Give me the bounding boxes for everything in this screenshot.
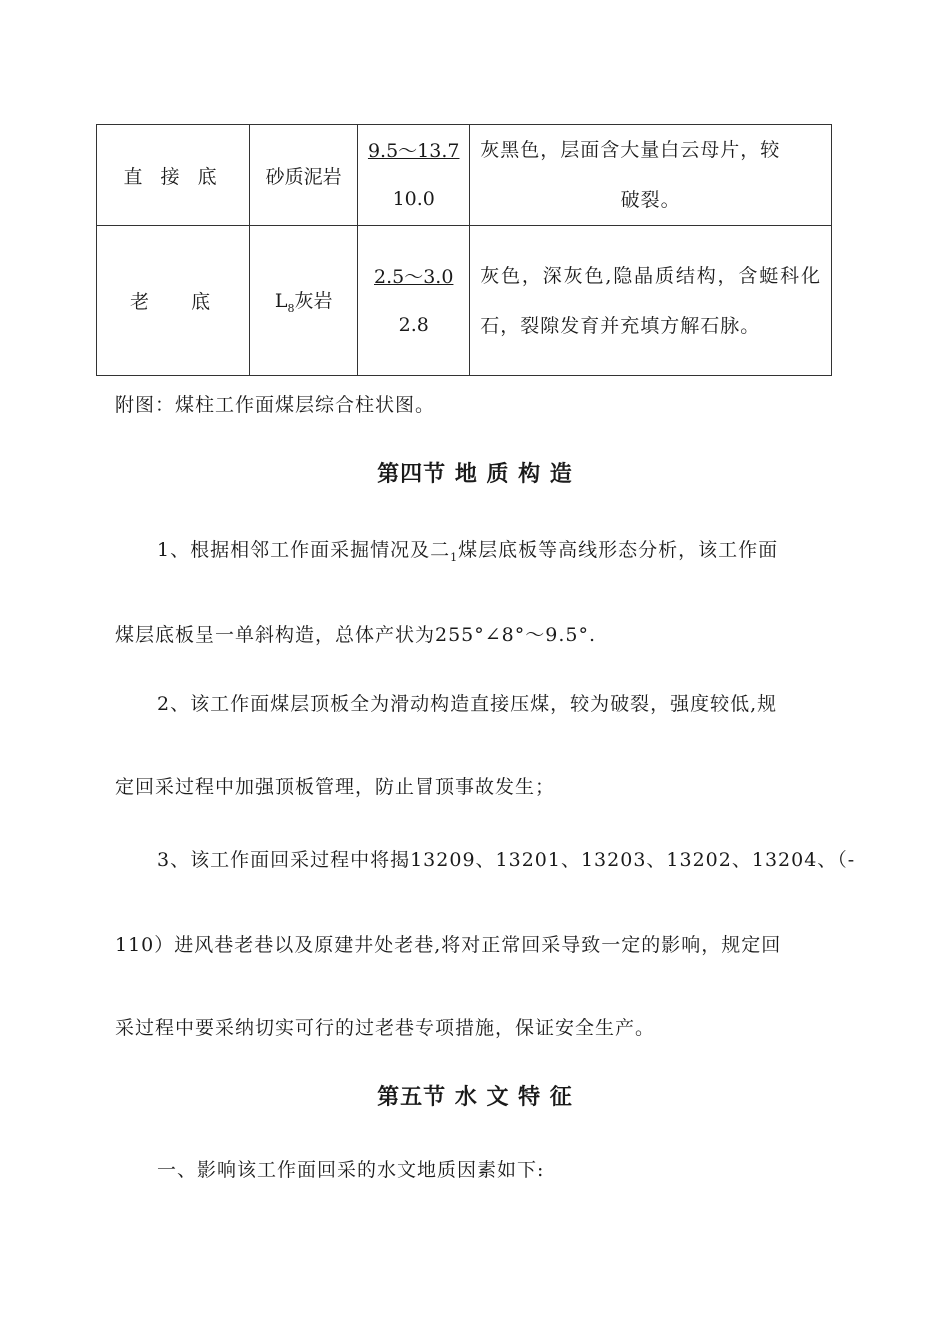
subscript: 1 (450, 550, 459, 564)
thickness-cell (358, 226, 470, 376)
rock-description: 灰色，深灰色,隐晶质结构，含蜓科化石，裂隙发育并充填方解石脉。 (470, 226, 832, 376)
table-row (97, 125, 832, 226)
rock-type-prefix: L (274, 290, 288, 313)
paragraph-line: 煤层底板呈一单斜构造，总体产状为255°∠8°～9.5°. (115, 624, 597, 646)
rock-type-suffix: 灰岩 (294, 290, 333, 313)
stratum-name: 老 底 (97, 226, 250, 376)
text-run: 1、根据相邻工作面采掘情况及二 (157, 539, 451, 561)
paragraph-line: 110）进风巷老巷以及原建井处老巷,将对正常回采导致一定的影响，规定回 (115, 934, 782, 956)
rock-type-subscript: 8 (287, 301, 295, 315)
text-run: 煤层底板等高线形态分析，该工作面 (458, 539, 779, 561)
rock-type (250, 226, 358, 376)
paragraph-line: 一、影响该工作面回采的水文地质因素如下: (157, 1159, 545, 1181)
paragraph-line (115, 535, 860, 564)
paragraph-line: 2、该工作面煤层顶板全为滑动构造直接压煤，较为破裂，强度较低,规 (157, 693, 778, 715)
section-heading-geology: 第四节 地 质 构 造 (377, 461, 573, 487)
thickness-average: 10.0 (392, 188, 435, 210)
stratum-name: 直 接 底 (97, 125, 250, 226)
figure-note: 附图：煤柱工作面煤层综合柱状图。 (115, 394, 436, 416)
thickness-cell (358, 125, 470, 226)
paragraph-line: 采过程中要采纳切实可行的过老巷专项措施，保证安全生产。 (115, 1017, 656, 1039)
paragraph-line: 3、该工作面回采过程中将揭13209、13201、13203、13202、13204、（- (157, 849, 856, 871)
section-heading-hydrology: 第五节 水 文 特 征 (377, 1084, 573, 1110)
table-row (97, 226, 832, 376)
paragraph-line: 定回采过程中加强顶板管理，防止冒顶事故发生； (115, 776, 556, 798)
thickness-average: 2.8 (398, 313, 429, 336)
strata-table (96, 124, 832, 376)
thickness-range: 9.5～13.7 (367, 140, 460, 162)
rock-type: 砂质泥岩 (250, 125, 358, 226)
thickness-range: 2.5～3.0 (374, 265, 454, 288)
rock-description (470, 125, 832, 226)
description-text: 灰黑色，层面含大量白云母片，较 (480, 139, 781, 161)
description-text-end: 破裂。 (620, 189, 681, 211)
